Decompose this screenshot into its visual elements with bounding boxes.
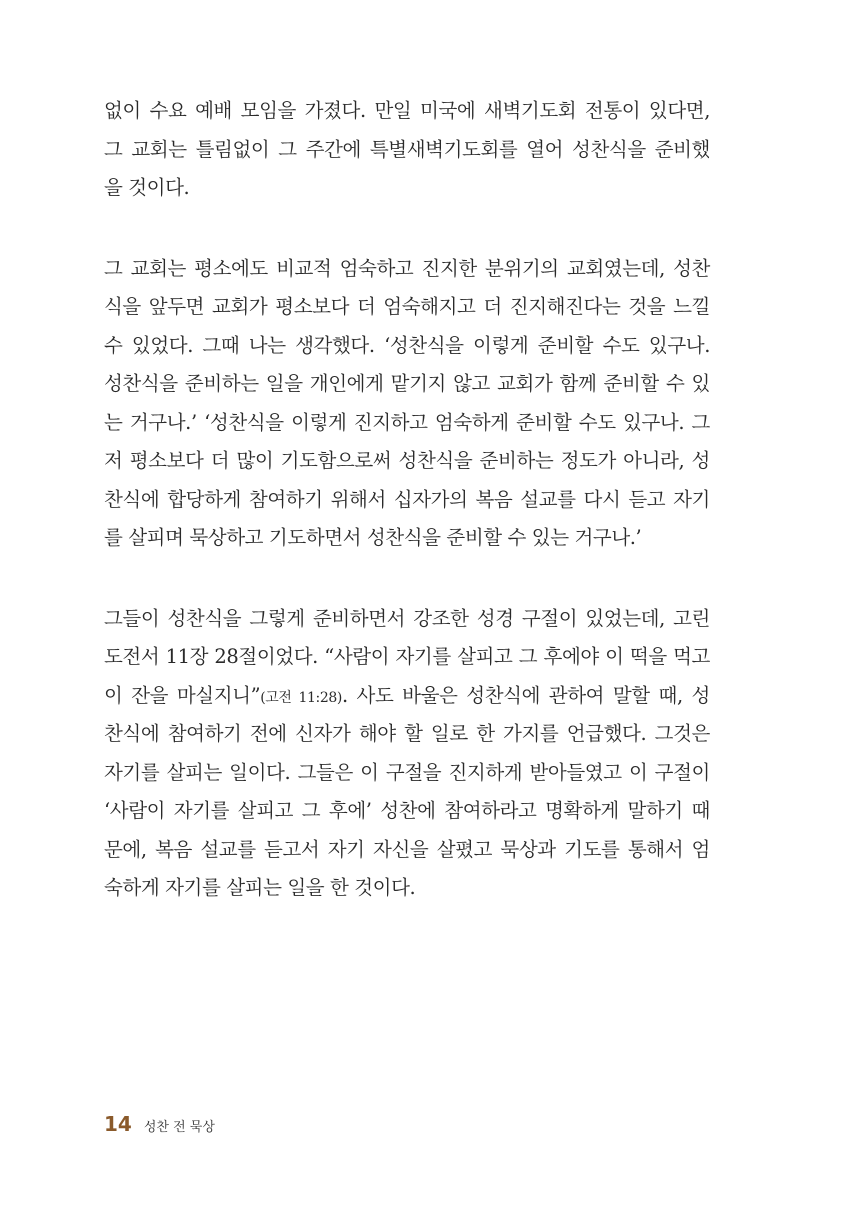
text-line: 저 평소보다 더 많이 기도함으로써 성찬식을 준비하는 정도가 아니라, 성 (104, 449, 710, 472)
text-line: 찬식에 합당하게 참여하기 위해서 십자가의 복음 설교를 다시 듣고 자기 (104, 487, 710, 511)
text-line: 성찬식을 준비하는 일을 개인에게 맡기지 않고 교회가 함께 준비할 수 있 (104, 372, 710, 395)
text-line: 는 거구나.’ ‘성찬식을 이렇게 진지하고 엄숙하게 준비할 수도 있구나. 그 (104, 410, 710, 434)
text-line: 수 있었다. 그때 나는 생각했다. ‘성찬식을 이렇게 준비할 수도 있구나. (104, 333, 710, 357)
text-line: 식을 앞두면 교회가 평소보다 더 엄숙해지고 더 진지해진다는 것을 느낄 (104, 295, 710, 318)
paragraph-2 (104, 250, 710, 558)
text-line: 문에, 복음 설교를 듣고서 자기 자신을 살폈고 묵상과 기도를 통해서 엄 (104, 837, 710, 861)
text-line: 자기를 살피는 일이다. 그들은 이 구절을 진지하게 받아들였고 이 구절이 (104, 760, 710, 784)
page-number: 14 (104, 1112, 132, 1136)
quote-text: 이 잔을 마실지니” (104, 683, 261, 707)
text-line: 숙하게 자기를 살피는 일을 한 것이다. (104, 876, 416, 899)
text-line-with-citation (104, 677, 710, 716)
text-line: 그 교회는 틀림없이 그 주간에 특별새벽기도회를 열어 성찬식을 준비했 (104, 137, 710, 161)
text-line: 을 것이다. (104, 176, 190, 199)
bible-citation: (고전 11:28) (260, 689, 342, 706)
text-line: ‘사람이 자기를 살피고 그 후에’ 성찬에 참여하라고 명확하게 말하기 때 (104, 799, 710, 822)
text-line: 찬식에 참여하기 전에 신자가 해야 할 일로 한 가지를 언급했다. 그것은 (104, 722, 710, 745)
text-line: 그들이 성찬식을 그렇게 준비하면서 강조한 성경 구절이 있었는데, 고린 (104, 606, 710, 630)
quote-tail: . 사도 바울은 성찬식에 관하여 말할 때, 성 (341, 683, 710, 707)
paragraph-1 (104, 92, 710, 208)
text-line: 그 교회는 평소에도 비교적 엄숙하고 진지한 분위기의 교회였는데, 성찬 (104, 256, 710, 280)
text-line: 없이 수요 예배 모임을 가졌다. 만일 미국에 새벽기도회 전통이 있다면, (104, 99, 710, 122)
paragraph-3 (104, 600, 710, 908)
text-line: 도전서 11장 28절이었다. “사람이 자기를 살피고 그 후에야 이 떡을 먹고 (104, 645, 710, 668)
page-footer (104, 1112, 215, 1136)
text-line: 를 살피며 묵상하고 기도하면서 성찬식을 준비할 수 있는 거구나.’ (104, 526, 642, 549)
running-title: 성찬 전 묵상 (143, 1120, 215, 1135)
page-body (104, 92, 710, 950)
